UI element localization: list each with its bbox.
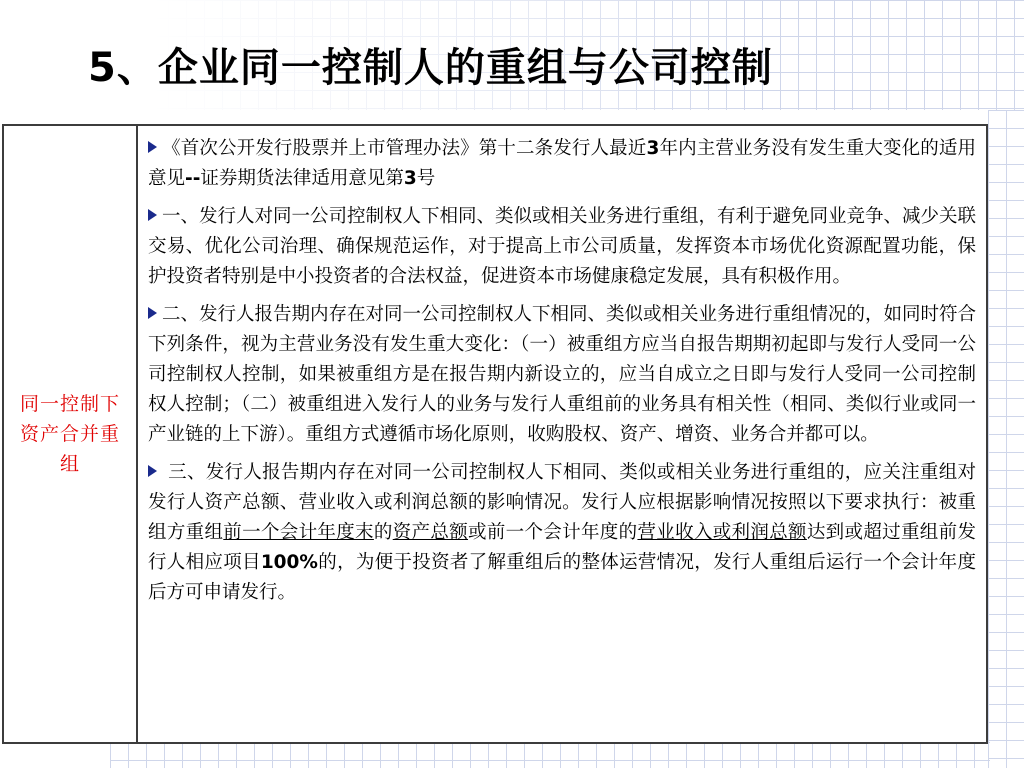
category-label: 同一控制下资产合并重组 xyxy=(20,393,121,475)
decorative-grid-bottom xyxy=(110,742,990,768)
paragraph-text-segment: 二、发行人报告期内存在对同一公司控制权人下相同、类似或相关业务进行重组情况的，如同时符合下列条件，视为主营业务没有发生重大变化：（一）被重组方应当自报告期期初起即与发行人受同一公司控制权人控制，如果被重组方是在报告期内新设立的，应当自成立之日即与发行人受同一公司控制权人控制；（二）被重组进入发行人的业务与发行人重组前的业务具有相关性（相同、类似行业或同一产业链的上下游）。重组方式遵循市场化原则，收购股权、资产、增资、业务合并都可以。 xyxy=(148,304,977,445)
paragraph-2 xyxy=(148,202,976,292)
paragraph-text-segment: 号 xyxy=(416,168,436,189)
slide-title: 5、企业同一控制人的重组与公司控制 xyxy=(88,45,773,91)
paragraph-text-segment: -- xyxy=(185,168,201,189)
paragraph-text-segment: 的，为便于投资者了解重组后的整体运营情况，发行人重组后运行一个会计年度后方可申请发行。 xyxy=(148,552,976,603)
paragraph-text-segment: 一、发行人对同一公司控制权人下相同、类似或相关业务进行重组，有利于避免同业竞争、减少关联交易、优化公司治理、确保规范运作，对于提高上市公司质量，发挥资本市场优化资源配置功能，保护投资者特别是中小投资者的合法权益，促进资本市场健康稳定发展，具有积极作用。 xyxy=(148,206,977,287)
paragraph-3 xyxy=(148,300,976,450)
paragraph-text-segment: 《首次公开发行股票并上市管理办法》第十二条发行人最近 xyxy=(162,138,647,159)
paragraph-text-segment: 资产总额 xyxy=(392,522,469,543)
paragraph-4 xyxy=(148,458,976,608)
arrow-bullet-icon xyxy=(148,465,157,477)
paragraph-text-segment: 的 xyxy=(373,522,393,543)
paragraph-text-segment: 营业收入或利润总额 xyxy=(637,522,807,543)
paragraph-text-segment: 证券期货法律适用意见第 xyxy=(200,168,404,189)
paragraph-text-segment: 3 xyxy=(646,138,660,159)
paragraph-text-segment: 年内主营业务没有发生重大变化的适用意见 xyxy=(148,138,976,189)
paragraph-text-segment: 前一个会计年度末 xyxy=(223,522,374,543)
paragraph-text-segment: 3 xyxy=(403,168,417,189)
decorative-grid-right xyxy=(988,110,1024,768)
content-table xyxy=(2,124,988,744)
arrow-bullet-icon xyxy=(148,209,157,221)
paragraph-text-segment: 或前一个会计年度的 xyxy=(468,522,638,543)
arrow-bullet-icon xyxy=(148,141,157,153)
paragraph-1 xyxy=(148,134,976,194)
paragraph-text-segment: 三、发行人报告期内存在对同一公司控制权人下相同、类似或相关业务进行重组的，应关注重组对发行人资产总额、营业收入或利润总额的影响情况。发行人应根据影响情况按照以下要求执行：被重组方重组 xyxy=(148,462,976,543)
paragraph-text-segment: 达到或超过重组前发行人相应项目 xyxy=(148,522,976,573)
description-cell xyxy=(138,126,986,742)
paragraph-text-segment: 100% xyxy=(260,552,318,573)
arrow-bullet-icon xyxy=(148,307,157,319)
category-cell xyxy=(4,126,138,742)
